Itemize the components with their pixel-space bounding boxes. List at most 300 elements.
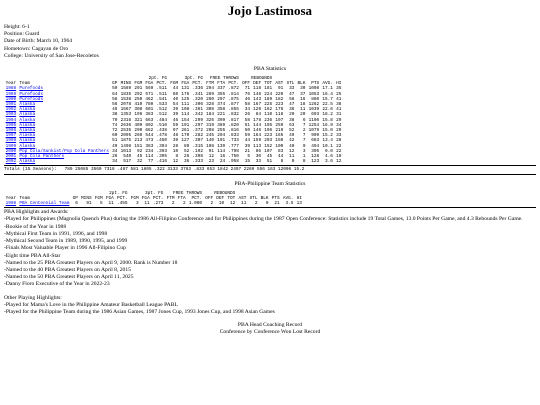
ph-col-header: PCT. — [152, 195, 164, 201]
pba-col-header: PCT. — [192, 81, 203, 87]
table-cell: 176 — [275, 107, 284, 113]
table-cell: 44 — [172, 86, 179, 92]
pba-ph-stats-table — [4, 191, 303, 207]
table-cell: 224 — [264, 91, 273, 97]
table-cell: 540 — [123, 154, 132, 160]
pba-group-fg2: 2pt. FG — [148, 76, 168, 82]
table-cell: .533 — [156, 102, 168, 108]
table-cell: 34 — [112, 159, 118, 165]
table-cell: 152 — [264, 143, 273, 149]
table-cell: 2 — [210, 201, 214, 207]
list-item: -Named to the 40 PBA Greatest Players on April 8, 2015 — [4, 266, 131, 273]
table-cell: 21 — [274, 201, 280, 207]
table-cell: 191 — [181, 122, 190, 128]
pba-col-header: HI — [336, 81, 342, 87]
table-cell: .273 — [152, 201, 164, 207]
table-cell: 22.5 — [322, 102, 333, 108]
team-link[interactable]: Alaska — [19, 117, 36, 123]
table-cell: 58 — [244, 102, 250, 108]
table-cell: 118 — [253, 86, 262, 92]
table-cell: 15.7 — [322, 96, 333, 102]
table-cell: .817 — [228, 117, 239, 123]
table-cell: .877 — [228, 102, 239, 108]
list-item: -Named to the 50 PBA Greatest Players on April 11, 2025 — [4, 274, 134, 281]
divider — [4, 207, 536, 208]
table-cell: 37 — [300, 91, 306, 97]
table-cell: 92 — [136, 148, 143, 154]
table-cell: 569 — [145, 86, 154, 92]
table-cell: 662 — [145, 128, 154, 134]
table-cell: 195 — [264, 122, 273, 128]
table-cell: 358 — [217, 107, 226, 113]
table-cell: 111 — [181, 102, 190, 108]
team-link[interactable]: PBA Centennial Team — [19, 201, 70, 207]
table-cell: 120 — [253, 107, 262, 113]
table-cell: 45 — [266, 154, 273, 160]
table-cell: 22.6 — [322, 107, 333, 113]
team-link[interactable]: Purefoods — [19, 96, 44, 102]
table-cell: 305 — [311, 148, 320, 154]
season-year-link[interactable]: 1998 — [5, 138, 17, 144]
table-cell: 127 — [181, 138, 190, 144]
table-cell: 1079 — [308, 128, 320, 134]
table-cell: 1013 — [120, 148, 132, 154]
table-cell: 189 — [264, 96, 273, 102]
table-cell: 15.8 — [322, 117, 333, 123]
season-year-link[interactable]: 1991 — [5, 102, 17, 108]
table-cell: 223 — [264, 133, 273, 139]
table-cell: 46 — [172, 117, 179, 123]
table-cell: .512 — [156, 107, 168, 113]
team-link[interactable]: Alaska — [19, 159, 36, 165]
table-cell: 245 — [206, 133, 215, 139]
table-cell: .306 — [192, 102, 203, 108]
table-cell: 25 — [336, 91, 342, 97]
table-cell: 294 — [206, 86, 215, 92]
table-cell: .875 — [228, 96, 239, 102]
table-cell: 319 — [206, 122, 215, 128]
table-cell: 123 — [311, 159, 320, 165]
table-cell: 291 — [134, 86, 143, 92]
pba-stats-table — [4, 76, 343, 164]
table-cell: 7 — [302, 122, 306, 128]
table-cell: .342 — [192, 112, 203, 118]
table-cell: 176 — [181, 91, 190, 97]
table-cell: 151 — [134, 143, 143, 149]
table-cell: .816 — [228, 128, 239, 134]
table-cell: 44 — [244, 138, 250, 144]
ph-col-header: HI — [296, 195, 302, 201]
table-cell: 1053 — [308, 91, 320, 97]
table-cell: 5 — [100, 201, 103, 207]
table-cell: 4.6 — [325, 154, 333, 160]
table-cell: 13 — [296, 201, 302, 207]
team-link[interactable]: Alaska — [19, 112, 36, 118]
team-link[interactable]: Purefoods — [19, 91, 44, 97]
table-cell: 261 — [181, 128, 190, 134]
season-year-link[interactable]: 1996 — [5, 128, 17, 134]
table-cell: 693 — [311, 112, 320, 118]
table-cell: .832 — [228, 112, 239, 118]
season-year-link[interactable]: 1999 — [5, 143, 17, 149]
bio-position: Position: Guard — [4, 31, 40, 38]
table-cell: 1353 — [120, 112, 132, 118]
table-cell: 162 — [264, 107, 273, 113]
list-item: -Played for Philippines (Magnolia Quench Plus) during the 1986 All-Filipino Conference and for Philippines during the 1987 Open Conference: Statistics include 19 Total Games, 13.0 Points Per Game, and 4.3 Rebounds Per Game. — [4, 216, 523, 223]
table-cell: 0 — [265, 201, 269, 207]
table-row — [4, 201, 303, 206]
page-title: Jojo Lastimosa — [227, 3, 313, 18]
pba-col-header: PTS — [311, 81, 320, 87]
coaching-title: PBA Head Coaching Record — [237, 322, 303, 329]
pba-col-header: PCT. — [228, 81, 239, 87]
table-cell: 16.4 — [322, 91, 333, 97]
table-cell: 7 — [302, 138, 306, 144]
table-cell: 144 — [253, 122, 262, 128]
table-cell: 15.2 — [322, 133, 333, 139]
table-cell: 32 — [136, 159, 143, 165]
ph-col-header: FTA — [177, 195, 186, 201]
table-cell: 11 — [289, 154, 295, 160]
table-cell: 601 — [145, 107, 154, 113]
team-link[interactable]: Alaska — [19, 138, 36, 144]
pba-col-header: Year — [5, 81, 17, 87]
bio-dob: Date of Birth: March 10, 1964 — [4, 38, 73, 45]
list-item: -Played for Mama's Love in the Philippine Amateur Basketball League PABL — [4, 301, 178, 308]
team-link[interactable]: Pop Cola Panthers — [19, 154, 65, 160]
table-cell: 409 — [134, 122, 143, 128]
list-item: -Danny Floro Executive of the Year in 2022-23 — [4, 281, 110, 288]
table-cell: 308 — [134, 107, 143, 113]
table-cell: 2316 — [120, 117, 132, 123]
table-cell: 107 — [264, 148, 273, 154]
table-cell: .394 — [156, 143, 168, 149]
ph-col-header: OFF — [205, 195, 214, 201]
table-cell: 167 — [253, 102, 262, 108]
ph-col-header: FTM — [166, 195, 175, 201]
table-cell: 462 — [145, 96, 154, 102]
table-cell: 2 — [182, 201, 186, 207]
table-cell: 39 — [244, 143, 250, 149]
table-cell: 12 — [172, 159, 179, 165]
ph-col-header: FGA — [141, 195, 150, 201]
pba-col-header: STL — [286, 81, 295, 87]
table-cell: 221 — [217, 112, 226, 118]
pba-col-header: Team — [19, 81, 30, 87]
table-cell — [18, 201, 71, 206]
season-year-link[interactable]: 2001 — [5, 154, 17, 160]
table-cell: .820 — [228, 122, 239, 128]
ph-col-header: GP — [72, 195, 78, 201]
team-link[interactable]: Alaska — [19, 122, 36, 128]
table-cell: 10.1 — [322, 143, 333, 149]
season-year-link[interactable]: 2000 — [5, 148, 17, 154]
table-cell: 1589 — [120, 86, 132, 92]
season-year-link[interactable]: 1998 — [5, 201, 17, 207]
table-cell: 1 — [302, 154, 306, 160]
table-cell: 45 — [136, 154, 143, 160]
table-cell: 44 — [277, 154, 284, 160]
pba-col-header: FTA — [217, 81, 226, 87]
table-cell: 181 — [264, 86, 273, 92]
table-cell: 33 — [255, 159, 262, 165]
table-cell: 38 — [112, 112, 118, 118]
table-cell: 223 — [275, 102, 284, 108]
team-link[interactable]: Pop Cola/Sunkist/Pop Cola Panthers — [19, 148, 109, 154]
table-cell: 59 — [172, 122, 179, 128]
table-cell: 683 — [311, 138, 320, 144]
table-cell: 383 — [145, 112, 154, 118]
pba-col-header: FTM — [206, 81, 215, 87]
table-cell: 51 — [112, 138, 118, 144]
table-cell: 7 — [302, 133, 306, 139]
team-link[interactable]: Alaska — [19, 133, 36, 139]
table-cell — [4, 201, 18, 206]
table-cell: 28 — [336, 138, 342, 144]
table-cell: 3 — [302, 148, 306, 154]
table-cell: .814 — [228, 91, 239, 97]
table-cell: 91 — [208, 148, 215, 154]
table-cell: .361 — [192, 107, 203, 113]
table-cell: 42 — [289, 138, 295, 144]
table-cell: 802 — [145, 122, 154, 128]
table-cell: 140 — [206, 138, 215, 144]
table-cell: 97 — [172, 128, 179, 134]
table-cell: 118 — [275, 112, 284, 118]
table-cell: 355 — [217, 91, 226, 97]
table-cell: 108 — [181, 107, 190, 113]
table-cell: 18 — [300, 102, 306, 108]
table-cell: .510 — [156, 122, 168, 128]
table-cell: 6 — [75, 201, 78, 207]
pba-col-header: BLK — [297, 81, 306, 87]
pba-col-header: AVG. — [322, 81, 333, 87]
ph-col-header: AVG. — [282, 195, 294, 201]
table-cell: .438 — [156, 128, 168, 134]
table-cell: 184 — [206, 112, 215, 118]
table-cell: 83 — [277, 148, 284, 154]
table-cell: 1667 — [120, 107, 132, 113]
pba-col-header: GP — [112, 81, 118, 87]
table-cell: .541 — [156, 96, 168, 102]
table-cell: 58 — [244, 117, 250, 123]
table-cell — [18, 159, 111, 164]
season-year-link[interactable]: 1992 — [5, 107, 17, 113]
table-cell: 374 — [217, 102, 226, 108]
table-cell: 8 — [302, 159, 306, 165]
table-cell: 219 — [275, 128, 284, 134]
table-cell: 909 — [311, 133, 320, 139]
table-cell: 33 — [289, 86, 295, 92]
ph-col-header: BLK — [260, 195, 269, 201]
table-cell: .855 — [228, 107, 239, 113]
table-cell: 494 — [311, 143, 320, 149]
table-cell: 29 — [336, 117, 342, 123]
coaching-subtitle: Conference by Conference Won Lost Record — [219, 329, 321, 336]
season-year-link[interactable]: 1990 — [5, 96, 17, 102]
table-cell: 544 — [145, 133, 154, 139]
pba-stats-title: PBA Statistics — [253, 66, 287, 73]
ph-col-header: STL — [249, 195, 258, 201]
table-cell: 3.6 — [325, 159, 333, 165]
table-cell: 250 — [134, 96, 143, 102]
team-link[interactable]: Alaska — [19, 128, 36, 134]
table-cell: 1039 — [308, 107, 320, 113]
pba-col-header: FGA — [145, 81, 154, 87]
table-cell: 2636 — [120, 122, 132, 128]
table-cell: .833 — [228, 133, 239, 139]
season-year-link[interactable]: 1993 — [5, 112, 17, 118]
table-cell: .333 — [192, 159, 203, 165]
ph-col-header: DEF — [216, 195, 225, 201]
table-cell: .315 — [192, 143, 203, 149]
other-highlights-list — [4, 295, 536, 317]
table-cell: .336 — [192, 86, 203, 92]
pba-ph-stats-title: PBA-Philippine Team Statistics — [234, 180, 306, 187]
table-cell: 260 — [134, 133, 143, 139]
table-cell: 71 — [244, 86, 250, 92]
divider — [4, 165, 536, 166]
table-cell: 292 — [134, 91, 143, 97]
season-year-link[interactable]: 1989 — [5, 91, 17, 97]
pba-totals: Totals (15 Seasons): 789 25085 3560 7318 .487 581 1805 .322 3133 3763 .833 653 1842 2497 2260 556 163 12006 15.2 — [4, 167, 305, 173]
table-cell: 259 — [275, 122, 284, 128]
list-item: -Eight time PBA All-Star — [4, 252, 61, 259]
table-cell: 146 — [253, 91, 262, 97]
table-cell: 326 — [206, 117, 215, 123]
team-link[interactable]: Alaska — [19, 143, 36, 149]
table-cell: 2095 — [120, 133, 132, 139]
table-cell: 11 — [300, 107, 306, 113]
table-cell: 23 — [208, 159, 215, 165]
table-cell: .484 — [156, 117, 168, 123]
season-year-link[interactable]: 1995 — [5, 122, 17, 128]
table-cell: 31 — [336, 112, 342, 118]
table-cell: .511 — [156, 86, 168, 92]
other-highlights-heading: Other Playing Highlights: — [4, 294, 62, 301]
table-cell: 297 — [217, 96, 226, 102]
table-cell: 39 — [172, 107, 179, 113]
ph-group-reb: REBOUNDS — [214, 190, 236, 196]
table-cell: 10 — [172, 148, 179, 154]
table-cell: 114 — [145, 154, 154, 160]
season-year-link[interactable]: 2002 — [5, 159, 17, 165]
season-year-link[interactable]: 1994 — [5, 117, 17, 123]
table-cell: 76 — [244, 91, 250, 97]
table-cell: 1498 — [120, 143, 132, 149]
ph-group-ft: FREE THROWS — [173, 190, 202, 196]
ph-col-header: AST — [238, 195, 247, 201]
table-cell: 56 — [112, 96, 118, 102]
table-cell: 182 — [275, 96, 284, 102]
table-cell: .750 — [228, 154, 239, 160]
table-cell: 10 — [336, 154, 342, 160]
table-cell: 89 — [183, 143, 190, 149]
table-cell: .777 — [228, 143, 239, 149]
table-cell: 154 — [181, 117, 190, 123]
table-cell: .341 — [192, 91, 203, 97]
table-cell: 220 — [275, 91, 284, 97]
ph-col-header: PTS — [271, 195, 280, 201]
table-cell: 170 — [181, 133, 190, 139]
table-cell: 389 — [217, 122, 226, 128]
table-cell: 11 — [241, 201, 247, 207]
table-cell: 47 — [289, 102, 295, 108]
table-cell: 1875 — [120, 138, 132, 144]
table-cell: .416 — [156, 159, 168, 165]
table-cell: 29 — [336, 128, 342, 134]
table-cell: 1538 — [120, 96, 132, 102]
table-cell: .798 — [228, 148, 239, 154]
table-cell: 11 — [108, 201, 114, 207]
table-cell: 196 — [134, 112, 143, 118]
table-cell: 236 — [264, 117, 273, 123]
table-cell: 1106 — [308, 117, 320, 123]
table-cell: .395 — [156, 154, 168, 160]
table-cell: .958 — [228, 159, 239, 165]
table-cell — [4, 159, 18, 164]
team-link[interactable]: Alaska — [19, 102, 36, 108]
table-cell: 1.000 — [188, 201, 202, 207]
table-cell: 399 — [217, 117, 226, 123]
table-cell: 3 — [135, 201, 139, 207]
ph-col-header: MINS — [81, 195, 92, 201]
table-cell: 203 — [264, 138, 273, 144]
table-cell: 12 — [208, 154, 215, 160]
table-cell: 125 — [181, 96, 190, 102]
season-year-link[interactable]: 1997 — [5, 133, 17, 139]
table-cell: 12 — [289, 148, 295, 154]
table-cell: 150 — [275, 138, 284, 144]
table-cell: 59 — [244, 133, 250, 139]
table-cell: 131 — [181, 86, 190, 92]
ph-col-header: FGM — [130, 195, 139, 201]
table-cell: 41 — [336, 96, 342, 102]
pba-col-header: FGA — [181, 81, 190, 87]
table-cell: 46 — [244, 96, 250, 102]
table-cell: 17.1 — [322, 86, 333, 92]
bio-college: College: University of San Jose-Recoletos — [4, 52, 99, 59]
table-cell: 191 — [217, 138, 226, 144]
table-cell: 16 — [300, 96, 306, 102]
table-cell: 1008 — [308, 86, 320, 92]
pba-col-header: DEF — [253, 81, 262, 87]
table-cell: 13.4 — [322, 138, 333, 144]
table-cell: 24 — [219, 159, 226, 165]
highlights-list — [4, 209, 536, 288]
table-cell: 36 — [289, 107, 295, 113]
table-cell: 16.9 — [322, 122, 333, 128]
pba-col-header: AST — [275, 81, 284, 87]
table-cell: 59 — [112, 86, 118, 92]
table-cell: .872 — [228, 86, 239, 92]
table-cell: 54 — [172, 102, 179, 108]
table-cell: 234 — [145, 148, 154, 154]
table-cell: 52 — [183, 148, 190, 154]
table-cell: 114 — [181, 112, 190, 118]
table-cell: 1254 — [308, 122, 320, 128]
team-link[interactable]: Purefoods — [19, 86, 44, 92]
table-cell: .478 — [156, 133, 168, 139]
team-link[interactable]: Alaska — [19, 107, 36, 113]
table-cell: 20 — [300, 112, 306, 118]
season-year-link[interactable]: 1988 — [5, 86, 17, 92]
ph-col-header: FGM — [94, 195, 103, 201]
table-cell: 30 — [255, 154, 262, 160]
table-cell: 164 — [253, 133, 262, 139]
table-cell: 11 — [144, 201, 150, 207]
table-cell: 34 — [112, 148, 118, 154]
